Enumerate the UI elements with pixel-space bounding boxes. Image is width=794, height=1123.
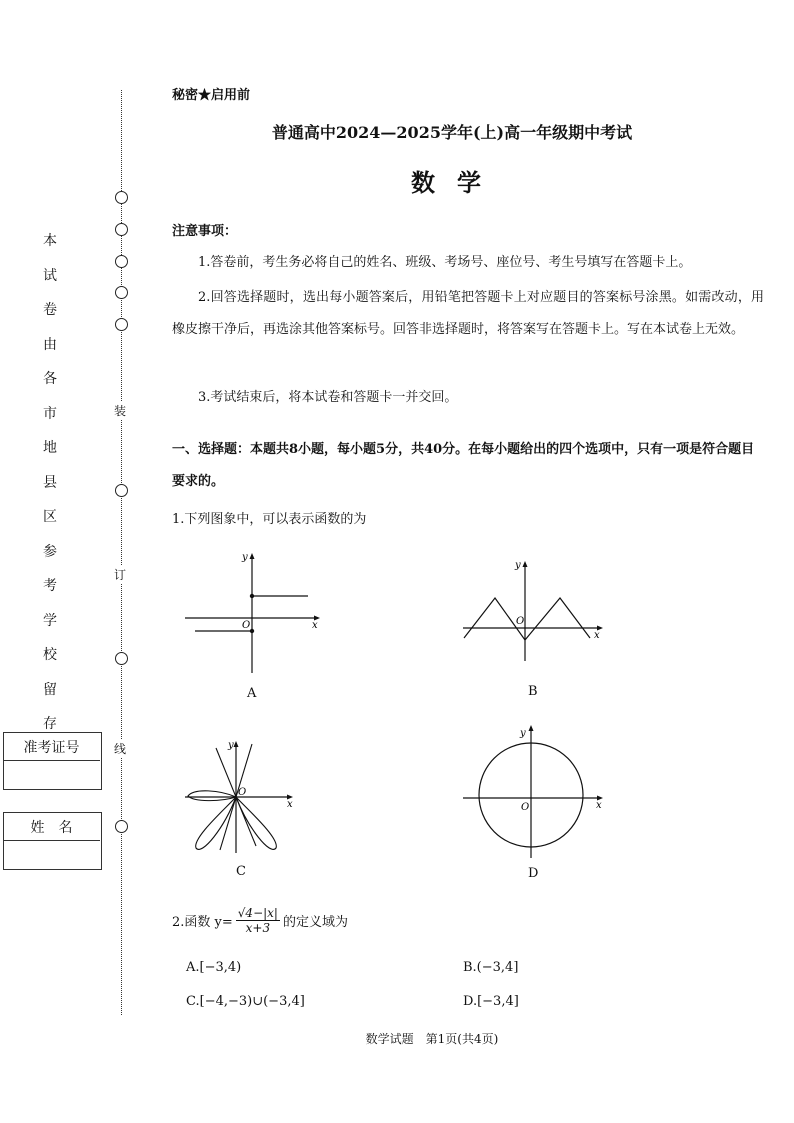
binding-hole xyxy=(115,652,128,665)
exam-title: 普通高中2024—2025学年(上)高一年级期中考试 xyxy=(271,123,633,142)
exam-id-divider xyxy=(3,760,100,761)
bind-char-xian: 线 xyxy=(114,742,127,756)
page-footer: 数学试题 第1页(共4页) xyxy=(365,1032,499,1046)
q2-stem-prefix: 2.函数 y= xyxy=(172,915,233,930)
graph-c-label: C xyxy=(236,864,246,879)
vertical-notice-char: 由 xyxy=(43,336,57,353)
axis-x-label: x xyxy=(594,630,600,641)
origin-label: O xyxy=(242,620,251,631)
name-label: 姓 名 xyxy=(30,820,73,836)
notice-heading: 注意事项： xyxy=(172,224,238,239)
graph-a-label: A xyxy=(247,686,257,701)
graph-b xyxy=(460,556,610,666)
vertical-notice-char: 学 xyxy=(43,612,57,629)
graph-d-label: D xyxy=(528,866,539,881)
q2-denominator: x+3 xyxy=(245,921,271,935)
q2-stem-suffix: 的定义域为 xyxy=(282,915,348,930)
axis-y-label: y xyxy=(520,728,526,739)
vertical-notice-char: 各 xyxy=(43,371,57,387)
binding-hole xyxy=(115,318,128,331)
q2-option-c: C.[−4,−3)∪(−3,4] xyxy=(186,994,305,1009)
vertical-notice-char: 区 xyxy=(43,509,57,525)
vertical-notice-char: 地 xyxy=(43,440,57,456)
vertical-notice-char: 存 xyxy=(43,716,57,732)
name-divider xyxy=(3,840,100,841)
vertical-notice-char: 留 xyxy=(43,681,57,698)
binding-hole xyxy=(115,820,128,833)
question-2-stem xyxy=(172,906,348,935)
notice-item-2: 2.回答选择题时，选出每小题答案后，用铅笔把答题卡上对应题目的答案标号涂黑。如需改动，用橡皮擦干净后，再选涂其他答案标号。回答非选择题时，将答案写在答题卡上。写在本试卷上无效。 xyxy=(172,290,764,337)
vertical-notice-char: 县 xyxy=(43,474,57,491)
q2-numerator: √4−|x| xyxy=(237,906,278,920)
vertical-notice-char: 考 xyxy=(43,578,57,594)
vertical-notice-char: 试 xyxy=(43,267,57,284)
binding-hole xyxy=(115,255,128,268)
binding-hole xyxy=(115,484,128,497)
subject-title: 数学 xyxy=(411,168,503,197)
vertical-notice-char: 校 xyxy=(43,647,57,663)
vertical-notice-char: 参 xyxy=(43,543,57,560)
vertical-notice-char: 市 xyxy=(43,405,57,422)
axis-x-label: x xyxy=(312,620,318,631)
axis-x-label: x xyxy=(287,799,293,810)
origin-label: O xyxy=(516,616,525,627)
axis-y-label: y xyxy=(515,560,521,571)
q2-option-a: A.[−3,4) xyxy=(186,960,242,975)
axis-y-label: y xyxy=(228,740,234,751)
exam-id-label: 准考证号 xyxy=(23,740,80,756)
axis-x-label: x xyxy=(596,800,602,811)
confidential-mark: 秘密★启用前 xyxy=(172,88,251,103)
vertical-notice-char: 本 xyxy=(43,233,57,249)
origin-label: O xyxy=(521,802,530,813)
q2-option-b: B.(−3,4] xyxy=(463,960,519,975)
q2-option-d: D.[−3,4] xyxy=(463,994,519,1009)
q2-fraction xyxy=(236,906,280,935)
axis-y-label: y xyxy=(242,552,248,563)
vertical-notice-char: 卷 xyxy=(43,302,57,318)
question-1-stem: 1.下列图象中，可以表示函数的为 xyxy=(172,512,367,527)
graph-c xyxy=(180,738,300,858)
graph-b-label: B xyxy=(528,684,538,699)
graph-a xyxy=(180,548,330,678)
binding-hole xyxy=(115,286,128,299)
bind-char-zhuang: 装 xyxy=(114,404,127,418)
notice-item-3: 3.考试结束后，将本试卷和答题卡一并交回。 xyxy=(198,390,458,405)
notice-item-1: 1.答卷前，考生务必将自己的姓名、班级、考场号、座位号、考生号填写在答题卡上。 xyxy=(198,255,692,270)
bind-char-ding: 订 xyxy=(114,568,127,582)
binding-hole xyxy=(115,223,128,236)
origin-label: O xyxy=(238,787,247,798)
section-1-heading: 一、选择题：本题共8小题，每小题5分，共40分。在每小题给出的四个选项中，只有一项是符合题目要求的。 xyxy=(172,442,755,489)
graph-d xyxy=(460,722,610,862)
